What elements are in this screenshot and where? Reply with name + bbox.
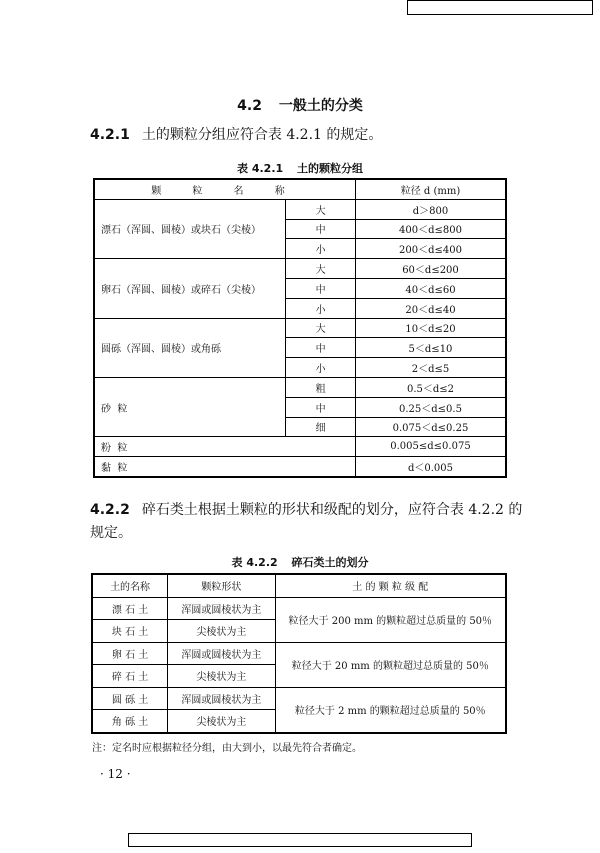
table-header-row [94,179,506,199]
header-particle-name: 颗 粒 名 称 [94,179,355,199]
subgroup: 中 [286,397,356,417]
gravel-soil-table [91,573,507,734]
soil-name: 块 石 土 [92,620,168,643]
subgroup: 大 [286,199,356,219]
subgroup: 中 [286,278,356,298]
header-particle-shape: 颗粒形状 [168,574,275,597]
section-heading: 一般土的分类 [278,98,363,114]
clause-number: 4.2.1 [90,127,130,143]
size-range: 5＜d≤10 [355,338,506,358]
size-range: 0.075＜d≤0.25 [355,417,506,437]
particle-shape: 尖棱状为主 [168,665,275,688]
size-range: 40＜d≤60 [355,278,506,298]
section-number: 4.2 [237,98,262,114]
clause-text: 土的颗粒分组应符合表 4.2.1 的规定。 [141,127,383,143]
header-box [407,0,593,15]
group-name: 卵石（浑圆、圆棱）或碎石（尖棱） [94,259,286,318]
size-range: 2＜d≤5 [355,358,506,378]
footer-box [128,833,472,847]
table-row [94,259,506,279]
table-row [92,687,506,710]
group-name: 黏 粒 [94,457,355,477]
soil-name: 圆 砾 土 [92,687,168,710]
size-range: 20＜d≤40 [355,298,506,318]
soil-name: 卵 石 土 [92,642,168,665]
table-number: 表 4.2.1 [237,162,284,175]
subgroup: 粗 [286,377,356,397]
group-name: 圆砾（浑圆、圆棱）或角砾 [94,318,286,377]
table-row [94,457,506,477]
size-range: d＞800 [355,199,506,219]
grading: 粒径大于 20 mm 的颗粒超过总质量的 50％ [275,642,506,687]
grading: 粒径大于 200 mm 的颗粒超过总质量的 50％ [275,597,506,642]
header-soil-name: 土的名称 [92,574,168,597]
subgroup: 小 [286,239,356,259]
size-range: 60＜d≤200 [355,259,506,279]
size-range: 0.005≤d≤0.075 [355,437,506,457]
table-header-row [92,574,506,597]
subgroup: 小 [286,358,356,378]
table-title: 碎石类土的划分 [291,556,369,569]
page-number: · 12 · [100,767,131,781]
table-row [92,642,506,665]
particle-group-table [93,178,507,478]
header-particle-size: 粒径 d (mm) [355,179,506,199]
table-row [94,318,506,338]
size-range: 0.5＜d≤2 [355,377,506,397]
particle-shape: 尖棱状为主 [168,620,275,643]
particle-shape: 尖棱状为主 [168,710,275,733]
particle-shape: 浑圆或圆棱状为主 [168,642,275,665]
group-name: 砂 粒 [94,377,286,436]
particle-shape: 浑圆或圆棱状为主 [168,597,275,620]
clause-4-2-2 [90,499,530,545]
clause-text: 碎石类土根据土颗粒的形状和级配的划分，应符合表 4.2.2 的规定。 [90,502,523,541]
table-row [92,597,506,620]
table-row [94,437,506,457]
section-title [0,95,600,115]
header-grading: 土 的 颗 粒 级 配 [275,574,506,597]
size-range: 0.25＜d≤0.5 [355,397,506,417]
size-range: 400＜d≤800 [355,219,506,239]
size-range: 10＜d≤20 [355,318,506,338]
subgroup: 中 [286,219,356,239]
table-row [94,199,506,219]
soil-name: 漂 石 土 [92,597,168,620]
soil-name: 角 砾 土 [92,710,168,733]
grading: 粒径大于 2 mm 的颗粒超过总质量的 50％ [275,687,506,733]
soil-name: 碎 石 土 [92,665,168,688]
subgroup: 大 [286,318,356,338]
clause-number: 4.2.2 [90,502,130,518]
group-name: 漂石（浑圆、圆棱）或块石（尖棱） [94,199,286,258]
subgroup: 细 [286,417,356,437]
subgroup: 中 [286,338,356,358]
table-title: 土的颗粒分组 [297,162,363,175]
table-2-caption [0,554,600,570]
subgroup: 大 [286,259,356,279]
table-note: 注：定名时应根据粒径分组，由大到小，以最先符合者确定。 [92,743,362,754]
size-range: 200＜d≤400 [355,239,506,259]
table-row [94,377,506,397]
group-name: 粉 粒 [94,437,355,457]
subgroup: 小 [286,298,356,318]
particle-shape: 浑圆或圆棱状为主 [168,687,275,710]
table-1-caption [0,160,600,176]
table-number: 表 4.2.2 [231,556,278,569]
clause-4-2-1 [90,124,530,147]
size-range: d＜0.005 [355,457,506,477]
